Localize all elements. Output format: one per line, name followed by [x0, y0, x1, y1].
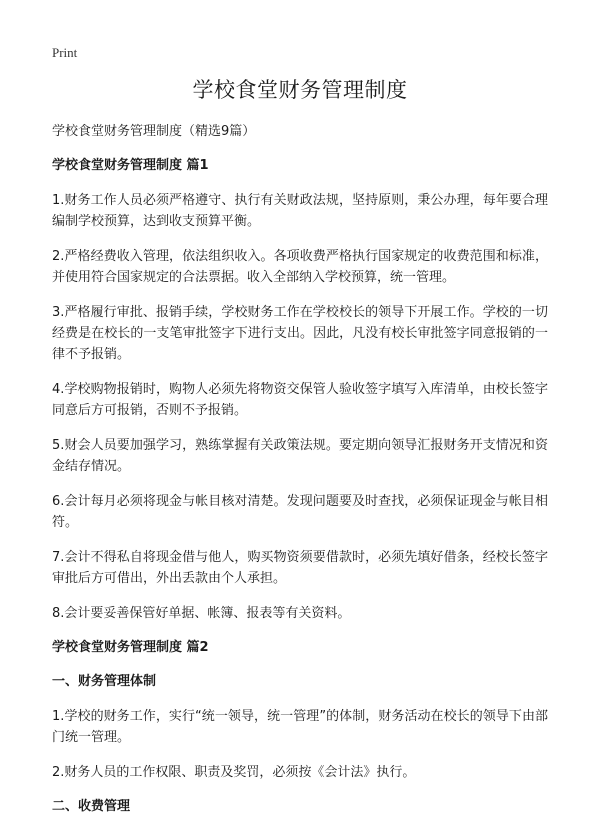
document-title: 学校食堂财务管理制度 [192, 78, 408, 102]
subsection-heading-fee-management: 二、收费管理 [52, 799, 131, 814]
paragraph-1-5: 5.财会人员要加强学习，熟练掌握有关政策法规。要定期向领导汇报财务开支情况和资金结存情况。 [52, 438, 548, 474]
paragraph-2-2: 2.财务人员的工作权限、职责及奖罚，必须按《会计法》执行。 [52, 765, 416, 780]
paragraph-1-1: 1.财务工作人员必须严格遵守、执行有关财政法规，坚持原则，秉公办理，每年要合理编制学校预算，达到收支预算平衡。 [52, 193, 548, 229]
section-heading-1: 学校食堂财务管理制度 篇1 [52, 158, 209, 173]
paragraph-1-3: 3.严格履行审批、报销手续，学校财务工作在学校校长的领导下开展工作。学校的一切经费是在校长的一支笔审批签字下进行支出。因此，凡没有校长审批签字同意报销的一律不予报销。 [52, 305, 548, 362]
paragraph-2-1: 1.学校的财务工作，实行“统一领导，统一管理”的体制，财务活动在校长的领导下由部门统一管理。 [52, 709, 548, 745]
print-link[interactable]: Print [52, 45, 78, 60]
paragraph-1-6: 6.会计每月必须将现金与帐目核对清楚。发现问题要及时查找，必须保证现金与帐目相符。 [52, 494, 548, 530]
paragraph-1-8: 8.会计要妥善保管好单据、帐簿、报表等有关资料。 [52, 606, 351, 621]
section-heading-2: 学校食堂财务管理制度 篇2 [52, 640, 209, 655]
paragraph-1-4: 4.学校购物报销时，购物人必须先将物资交保管人验收签字填写入库清单，由校长签字同意后方可报销，否则不予报销。 [52, 382, 548, 418]
paragraph-1-2: 2.严格经费收入管理，依法组织收入。各项收费严格执行国家规定的收费范围和标准，并使用符合国家规定的合法票据。收入全部纳入学校预算，统一管理。 [52, 249, 548, 285]
paragraph-1-7: 7.会计不得私自将现金借与他人，购买物资须要借款时，必须先填好借条，经校长签字审批后方可借出，外出丢款由个人承担。 [52, 550, 548, 586]
subsection-heading-finance-system: 一、财务管理体制 [52, 674, 157, 689]
intro-line: 学校食堂财务管理制度（精选9篇） [52, 124, 256, 139]
